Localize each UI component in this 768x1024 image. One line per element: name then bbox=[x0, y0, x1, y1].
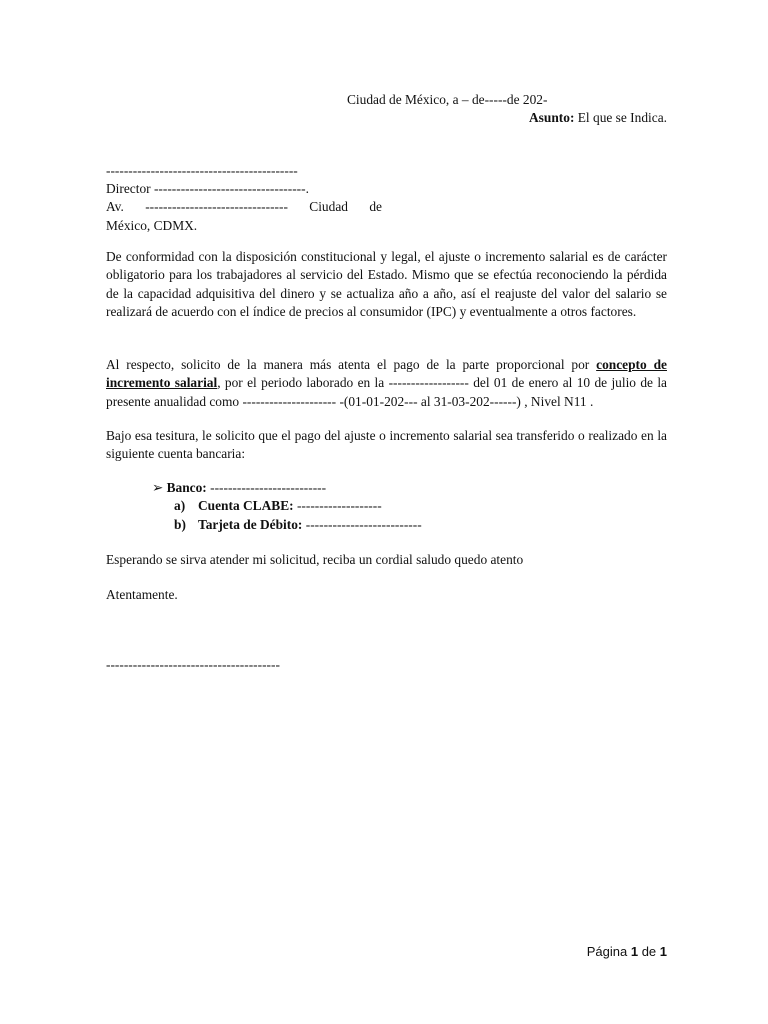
avenue-city: Ciudad bbox=[309, 199, 348, 215]
subject-line bbox=[529, 110, 667, 126]
paragraph-request bbox=[106, 356, 667, 411]
clabe-row bbox=[152, 497, 422, 515]
sign-off: Atentamente. bbox=[106, 587, 178, 602]
debit-card-marker: b) bbox=[174, 516, 186, 532]
bullet-arrow-icon: ➢ bbox=[152, 480, 164, 495]
page-number: 1 bbox=[630, 944, 639, 959]
avenue-de: de bbox=[369, 199, 382, 215]
debit-card-label: Tarjeta de Débito: bbox=[198, 516, 303, 532]
clabe-marker: a) bbox=[174, 498, 186, 514]
director-line: Director ----------------------------------. bbox=[106, 181, 309, 196]
debit-card-row bbox=[152, 516, 422, 534]
closing-line: Esperando se sirva atender mi solicitud, reciba un cordial saludo quedo atento bbox=[106, 552, 524, 567]
addressee-block bbox=[106, 180, 667, 235]
subject-value: El que se Indica. bbox=[574, 110, 667, 125]
request-text-before: Al respecto, solicito de la manera más atenta el pago de la parte proporcional por bbox=[106, 357, 597, 372]
city-line: México, CDMX. bbox=[106, 217, 198, 233]
bank-row bbox=[152, 479, 422, 497]
subject-label: Asunto: bbox=[529, 110, 575, 125]
request-concept: concepto de incremento salarial bbox=[106, 357, 667, 391]
of-word: de bbox=[638, 944, 660, 959]
signature-line: --------------------------------------- bbox=[106, 657, 280, 672]
request-text-after: , por el periodo laborado en la ------------------ del 01 de enero al 10 de julio de la presente anualidad como --------------------- -(01-01-202--- al 31-03-202------) , Nivel N11 . bbox=[106, 375, 667, 409]
page-word: Página bbox=[586, 944, 631, 959]
addressee-name-line: ------------------------------------------- bbox=[106, 163, 298, 178]
avenue-dashes: -------------------------------- bbox=[145, 199, 288, 215]
paragraph-legal-basis: De conformidad con la disposición constitucional y legal, el ajuste o incremento salarial es de carácter obligatorio para los trabajadores al servicio del Estado. Mismo que se efectúa reconociendo la pérdida de la capacidad adquisitiva del dinero y se actualiza año a año, así el reajuste del valor del salario se realizará de acuerdo con el índice de precios al consumidor (IPC) y eventualmente a otros factores. bbox=[106, 249, 667, 319]
bank-label: Banco: bbox=[166, 480, 207, 495]
clabe-label: Cuenta CLABE: bbox=[198, 498, 294, 514]
paragraph-transfer: Bajo esa tesitura, le solicito que el pago del ajuste o incremento salarial sea transferido o realizado en la siguiente cuenta bancaria: bbox=[106, 428, 667, 462]
clabe-value: ------------------- bbox=[293, 498, 382, 514]
avenue-line bbox=[106, 198, 382, 216]
page-number-footer bbox=[587, 944, 667, 959]
page-total: 1 bbox=[659, 944, 667, 959]
debit-card-value: -------------------------- bbox=[302, 516, 422, 532]
bank-value: -------------------------- bbox=[206, 480, 327, 495]
bank-details bbox=[152, 479, 422, 534]
date-line: Ciudad de México, a – de-----de 202- bbox=[347, 92, 548, 107]
avenue-label: Av. bbox=[106, 199, 124, 215]
